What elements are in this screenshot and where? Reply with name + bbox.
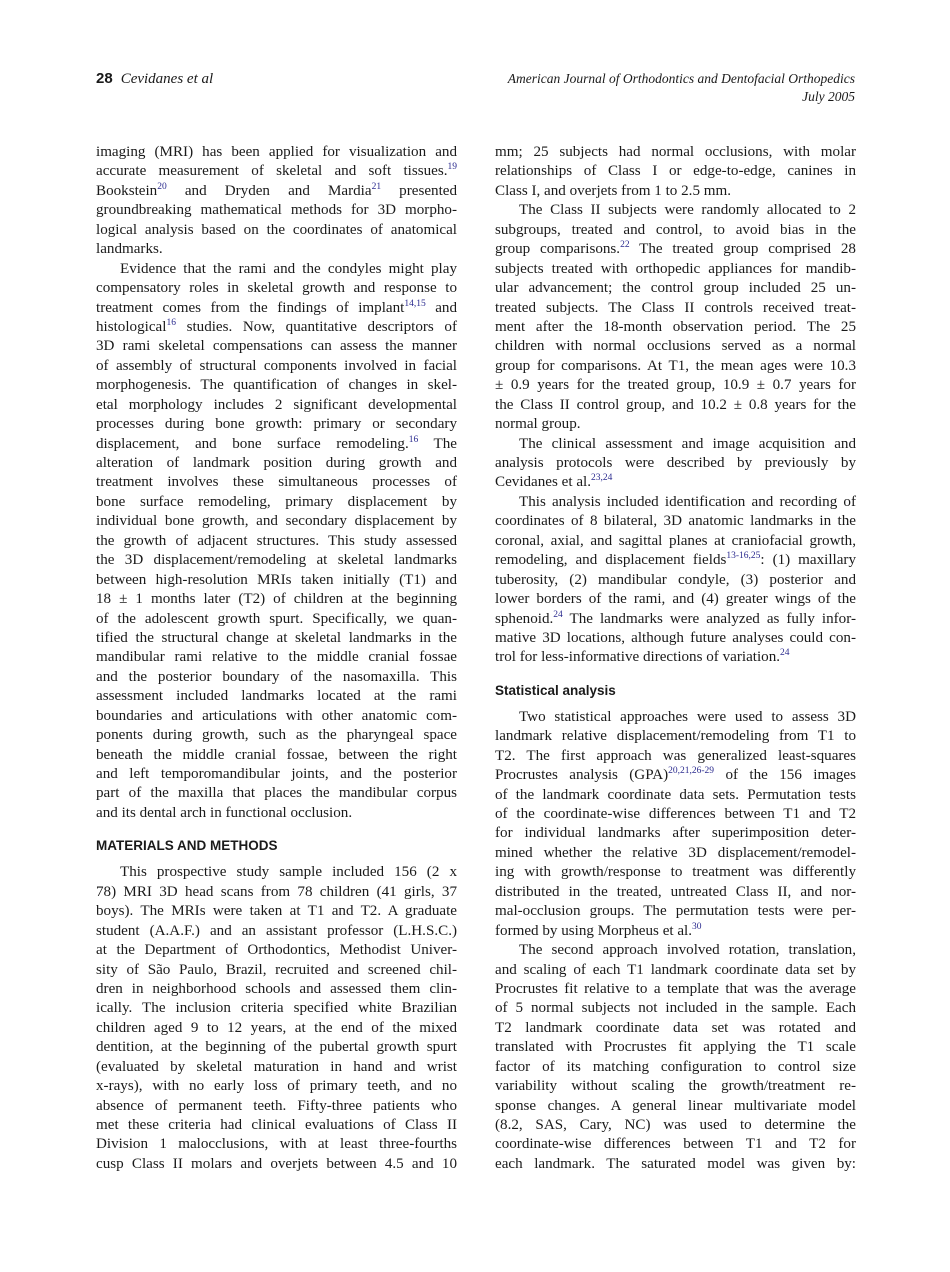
text-line: This analysis included identification and recording of bbox=[519, 493, 856, 510]
text-line: boys). The MRIs were taken at T1 and T2. A graduate bbox=[96, 903, 457, 920]
text-line: cusp Class II molars and overjets between 4.5 and 10 bbox=[96, 1155, 457, 1172]
text-line: lower borders of the rami, and (4) greater wings of the bbox=[495, 591, 856, 608]
citation-ref[interactable]: 22 bbox=[620, 240, 630, 251]
text-line: treatment comes from the findings of implant$^{14,15}$ and bbox=[96, 298, 457, 316]
text-line: subjects treated with orthopedic appliances for mandib- bbox=[495, 260, 856, 277]
text-line: for individual landmarks after superimposition deter- bbox=[495, 825, 856, 842]
text-line: bone surface remodeling, primary displacement by bbox=[96, 493, 457, 510]
text-line: at the Department of Orthodontics, Methodist Univer- bbox=[96, 942, 457, 959]
citation-ref[interactable]: 21 bbox=[371, 181, 382, 192]
text-line: coordinates of 8 bilateral, 3D anatomic landmarks in the bbox=[495, 513, 856, 530]
paragraph-protocols bbox=[495, 435, 856, 493]
text-line: relationships of Class I or edge-to-edge, canines in bbox=[495, 163, 856, 180]
text-line: and its dental arch in functional occlusion. bbox=[96, 804, 353, 821]
text-line: the Class II control group, and 10.2 ± 0.8 years for the bbox=[495, 396, 856, 413]
text-line: ing with growth/response to treatment was differently bbox=[495, 864, 856, 881]
text-line: etal morphology includes 2 significant developmental bbox=[96, 396, 457, 413]
text-line: of the landmark coordinate data sets. Permutation tests bbox=[495, 786, 856, 803]
paragraph-evidence bbox=[96, 260, 457, 824]
text-line: 3D rami skeletal compensations can assess the manner bbox=[96, 338, 457, 355]
citation-ref[interactable]: 14,15 bbox=[404, 298, 426, 309]
text-line: analysis protocols were described by previously by bbox=[495, 455, 856, 471]
text-line: ular advancement; the control group included 25 un- bbox=[495, 280, 856, 297]
text-line: dren in neighborhood schools and assessed them clin- bbox=[96, 980, 457, 997]
paragraph-statistical-approaches bbox=[495, 708, 856, 941]
issue-date: July 2005 bbox=[802, 89, 855, 104]
text-line: sity of São Paulo, Brazil, recruited and screened chil- bbox=[96, 961, 457, 978]
section-heading-statistical-analysis: Statistical analysis bbox=[495, 682, 616, 698]
page-number: 28 bbox=[96, 70, 113, 87]
text-line: normal group. bbox=[495, 416, 581, 433]
text-line: met these criteria had clinical evaluations of Class II bbox=[96, 1117, 457, 1133]
text-line: and scaling of each T1 landmark coordinate data set by bbox=[495, 961, 856, 978]
text-line: landmarks. bbox=[96, 241, 163, 258]
text-line: each landmark. The saturated model was given by: bbox=[495, 1155, 856, 1172]
text-line: trol for less-informative directions of variation.$^{24}$ bbox=[495, 648, 790, 666]
text-line: assessment included landmarks located at the rami bbox=[96, 688, 457, 705]
text-line: (8.2, SAS, Cary, NC) was used to determine the bbox=[495, 1117, 856, 1133]
text-line: of the coordinate-wise differences between T1 and T2 bbox=[495, 806, 856, 822]
text-line: Class I, and overjets from 1 to 2.5 mm. bbox=[495, 182, 732, 199]
paragraph-mri-intro bbox=[96, 143, 457, 260]
text-line: translated with Procrustes fit applying the T1 scale bbox=[495, 1039, 856, 1056]
text-line: tuberosity, (2) mandibular condyle, (3) posterior and bbox=[495, 571, 856, 588]
text-line: treatment involves these simultaneous processes of bbox=[96, 474, 457, 491]
text-line: ment after the 18-month observation period. The 25 bbox=[495, 318, 856, 335]
text-line: T2. The first approach was generalized least-squares bbox=[495, 747, 856, 764]
citation-ref[interactable]: 19 bbox=[447, 162, 457, 173]
citation-ref[interactable]: 24 bbox=[553, 609, 563, 620]
text-line: imaging (MRI) has been applied for visualization and bbox=[96, 144, 457, 160]
section-heading-materials-methods: MATERIALS AND METHODS bbox=[96, 838, 278, 854]
text-line: distributed in the treated, untreated Class II, and nor- bbox=[495, 883, 856, 900]
text-line: coordinate-wise differences between T1 and T2 for bbox=[495, 1136, 856, 1153]
text-line: mm; 25 subjects had normal occlusions, with molar bbox=[495, 144, 856, 160]
text-line: landmark relative displacement/remodeling from T1 to bbox=[495, 728, 856, 745]
text-line: beneath the middle cranial fossae, between the right bbox=[96, 746, 457, 763]
text-line: processes during bone growth: primary or secondary bbox=[96, 416, 457, 433]
text-line: student (A.A.F.) and an assistant professor (L.H.S.C.) bbox=[96, 922, 457, 939]
text-line: Evidence that the rami and the condyles might play bbox=[120, 260, 457, 277]
text-line: remodeling, and displacement fields$^{13-16,25}$: (1) maxillary bbox=[495, 551, 856, 569]
text-line: of 5 normal subjects not included in the sample. Each bbox=[495, 1000, 856, 1017]
text-line: morphogenesis. The quantification of changes in skel- bbox=[96, 377, 457, 394]
journal-title: American Journal of Orthodontics and Dentofacial Orthopedics bbox=[507, 71, 855, 86]
text-line: Cevidanes et al.$^{23,24}$ bbox=[495, 473, 613, 491]
text-line: group comparisons.$^{22}$ The treated group comprised 28 bbox=[495, 240, 856, 258]
text-line: This prospective study sample included 156 (2 x bbox=[120, 864, 457, 881]
text-line: of assembly of structural components involved in facial bbox=[96, 357, 457, 374]
text-line: Procrustes fit relative to a template that was the average bbox=[495, 980, 856, 997]
text-line: boundaries and articulations with other anatomic com- bbox=[96, 707, 457, 724]
text-line: sphenoid.$^{24}$ The landmarks were analyzed as fully infor- bbox=[495, 609, 856, 627]
text-line: 18 ± 1 months later (T2) of children at the beginning bbox=[96, 591, 457, 608]
paragraph-sample bbox=[96, 863, 457, 1174]
text-line: factor of its matching configuration to control size bbox=[495, 1058, 856, 1075]
citation-ref[interactable]: 16 bbox=[166, 317, 176, 328]
text-line: ponents during growth, such as the pharyngeal space bbox=[96, 727, 457, 744]
text-line: The Class II subjects were randomly allocated to 2 bbox=[519, 202, 856, 219]
right-column bbox=[495, 143, 856, 1174]
text-line: mined whether the relative 3D displacement/remodel- bbox=[495, 844, 856, 861]
header-right bbox=[508, 70, 855, 106]
text-line: Division 1 malocclusions, with at least three-fourths bbox=[96, 1136, 457, 1153]
citation-ref[interactable]: 20 bbox=[157, 181, 167, 192]
paragraph-landmarks bbox=[495, 493, 856, 668]
paragraph-second-approach bbox=[495, 941, 856, 1174]
paragraph-groups bbox=[495, 201, 856, 434]
text-line: Bookstein$^{20}$ and Dryden and Mardia$^{21}$ presented bbox=[96, 181, 458, 199]
text-line: x-rays), with no early loss of primary teeth, and no bbox=[96, 1078, 457, 1095]
text-line: mandibular rami relative to the middle cranial fossae bbox=[96, 649, 457, 666]
text-line: coronal, axial, and sagittal planes at craniofacial growth, bbox=[495, 532, 856, 549]
text-line: Two statistical approaches were used to assess 3D bbox=[519, 708, 856, 725]
header-left bbox=[96, 70, 213, 88]
citation-ref[interactable]: 24 bbox=[780, 648, 790, 659]
text-line: subgroups, treated and control, to avoid bias in the bbox=[495, 221, 856, 238]
paragraph-normal-occlusion bbox=[495, 143, 856, 201]
text-line: and the posterior boundary of the nasomaxilla. This bbox=[96, 668, 457, 685]
text-line: accurate measurement of skeletal and soft tissues.$^{19}$ bbox=[96, 162, 457, 180]
text-line: The clinical assessment and image acquisition and bbox=[519, 435, 856, 452]
text-line: treated subjects. The Class II controls received treat- bbox=[495, 299, 856, 316]
text-line: formed by using Morpheus et al.$^{30}$ bbox=[495, 921, 702, 939]
text-line: of the adolescent growth spurt. Specifically, we quan- bbox=[96, 610, 457, 627]
text-line: the 3D displacement/remodeling at skeletal landmarks bbox=[96, 552, 457, 569]
left-column bbox=[96, 143, 457, 1174]
text-line: tified the structural change at skeletal landmarks in the bbox=[96, 629, 457, 646]
text-line: 78) MRI 3D head scans from 78 children (41 girls, 37 bbox=[96, 883, 457, 900]
text-line: groundbreaking mathematical methods for 3D morpho- bbox=[96, 202, 457, 219]
text-line: part of the maxilla that places the mandibular corpus bbox=[96, 785, 457, 802]
text-line: and left temporomandibular joints, and the posterior bbox=[96, 766, 457, 782]
text-line: mative 3D locations, although future analyses could con- bbox=[495, 629, 856, 646]
citation-ref[interactable]: 20,21,26-29 bbox=[668, 766, 715, 777]
text-line: children with normal occlusions served as a normal bbox=[495, 338, 856, 355]
text-line: sponse changes. A general linear multivariate model bbox=[495, 1097, 856, 1114]
text-line: between high-resolution MRIs taken initially (T1) and bbox=[96, 571, 457, 588]
text-line: logical analysis based on the coordinates of anatomical bbox=[96, 221, 457, 238]
text-line: absence of permanent teeth. Fifty-three patients who bbox=[96, 1097, 457, 1114]
text-line: compensatory roles in skeletal growth and response to bbox=[96, 280, 457, 297]
text-line: (evaluated by skeletal maturation in hand and wrist bbox=[96, 1058, 457, 1075]
citation-ref[interactable]: 23,24 bbox=[590, 473, 613, 484]
text-line: ically. The inclusion criteria specified white Brazilian bbox=[96, 1000, 457, 1017]
citation-ref[interactable]: 16 bbox=[408, 434, 419, 445]
text-line: displacement, and bone surface remodeling.$^{16}$ The bbox=[96, 434, 457, 452]
text-line: children aged 9 to 12 years, at the end of the mixed bbox=[96, 1019, 457, 1036]
text-line: T2 landmark coordinate data set was rotated and bbox=[495, 1019, 856, 1036]
text-line: individual bone growth, and secondary displacement by bbox=[96, 513, 457, 530]
text-line: histological$^{16}$ studies. Now, quantitative descriptors of bbox=[96, 317, 457, 335]
running-author: Cevidanes et al bbox=[120, 71, 214, 87]
text-line: dentition, at the beginning of the pubertal growth spurt bbox=[96, 1039, 457, 1056]
text-line: variability without scaling the growth/treatment re- bbox=[495, 1078, 856, 1095]
text-line: ± 0.9 years for the treated group, 10.9 ± 0.7 years for bbox=[495, 377, 856, 394]
text-line: The second approach involved rotation, translation, bbox=[519, 942, 856, 959]
text-line: Procrustes analysis (GPA)$^{20,21,26-29}$ of the 156 images bbox=[495, 766, 857, 784]
citation-ref[interactable]: 13-16,25 bbox=[726, 551, 761, 562]
text-line: group for comparisons. At T1, the mean ages were 10.3 bbox=[495, 357, 856, 374]
text-line: alteration of landmark position during growth and bbox=[96, 455, 457, 471]
text-line: mal-occlusion groups. The permutation tests were per- bbox=[495, 903, 856, 920]
citation-ref[interactable]: 30 bbox=[692, 921, 702, 932]
text-line: the growth of adjacent structures. This study assessed bbox=[96, 532, 457, 549]
